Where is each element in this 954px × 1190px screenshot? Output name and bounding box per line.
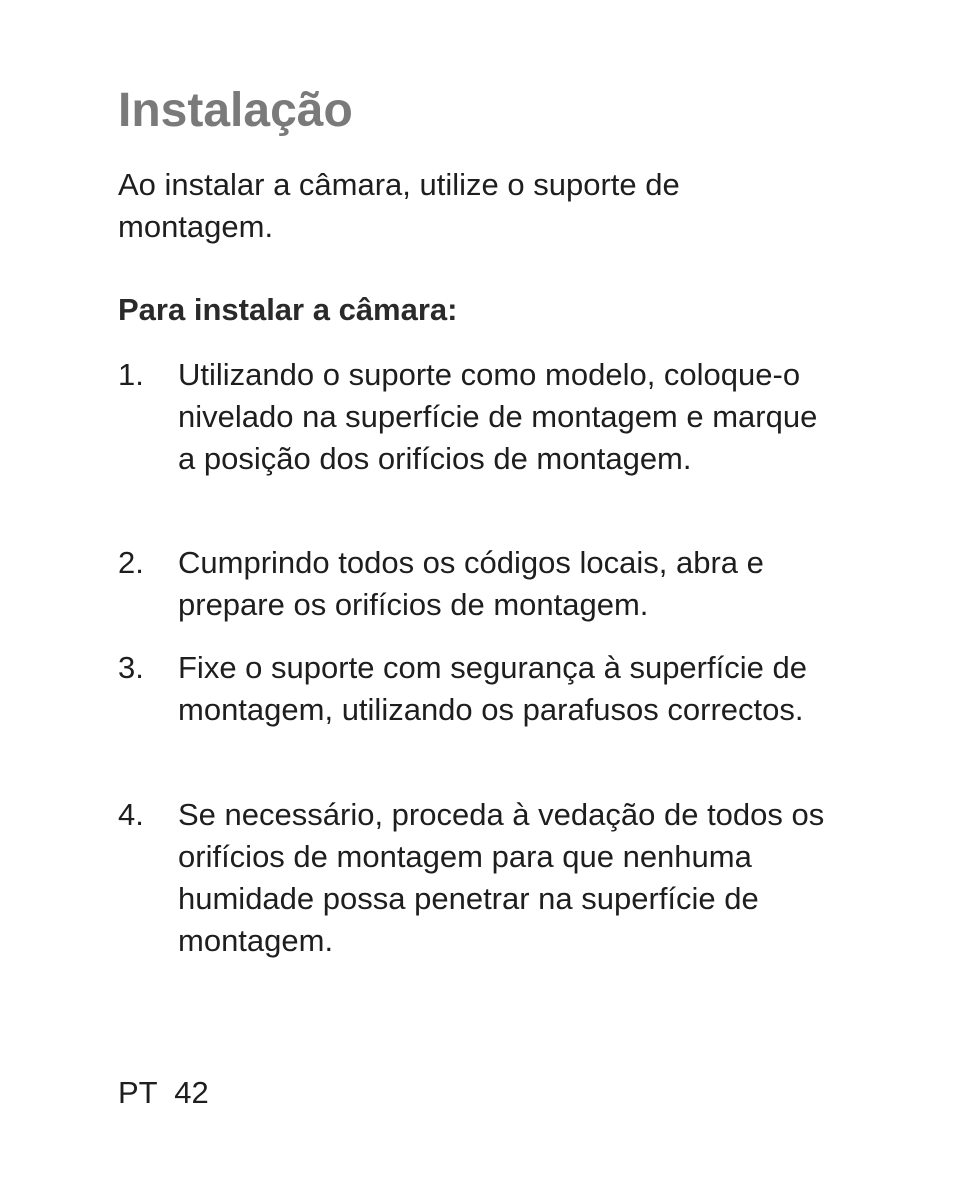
step-text: Se necessário, proceda à vedação de todos os orifícios de montagem para que nenhuma humidade possa penetrar na superfície de montagem. bbox=[178, 797, 825, 958]
step-text: Cumprindo todos os códigos locais, abra e prepare os orifícios de montagem. bbox=[178, 545, 764, 622]
step-text: Fixe o suporte com segurança à superfície de montagem, utilizando os parafusos correctos. bbox=[178, 650, 807, 727]
steps-heading: Para instalar a câmara: bbox=[118, 292, 458, 327]
page-title: Instalação bbox=[118, 84, 353, 137]
step-number: 3. bbox=[118, 650, 144, 685]
step-number: 4. bbox=[118, 797, 144, 832]
step-text: Utilizando o suporte como modelo, coloque-o nivelado na superfície de montagem e marque a posição dos orifícios de montagem. bbox=[178, 357, 818, 476]
intro-paragraph: Ao instalar a câmara, utilize o suporte de montagem. bbox=[118, 167, 680, 244]
footer-language: PT bbox=[118, 1075, 158, 1110]
step-number: 2. bbox=[118, 545, 144, 580]
page-footer bbox=[118, 1073, 209, 1113]
step-number: 1. bbox=[118, 357, 144, 392]
footer-page-number: 42 bbox=[174, 1075, 209, 1110]
